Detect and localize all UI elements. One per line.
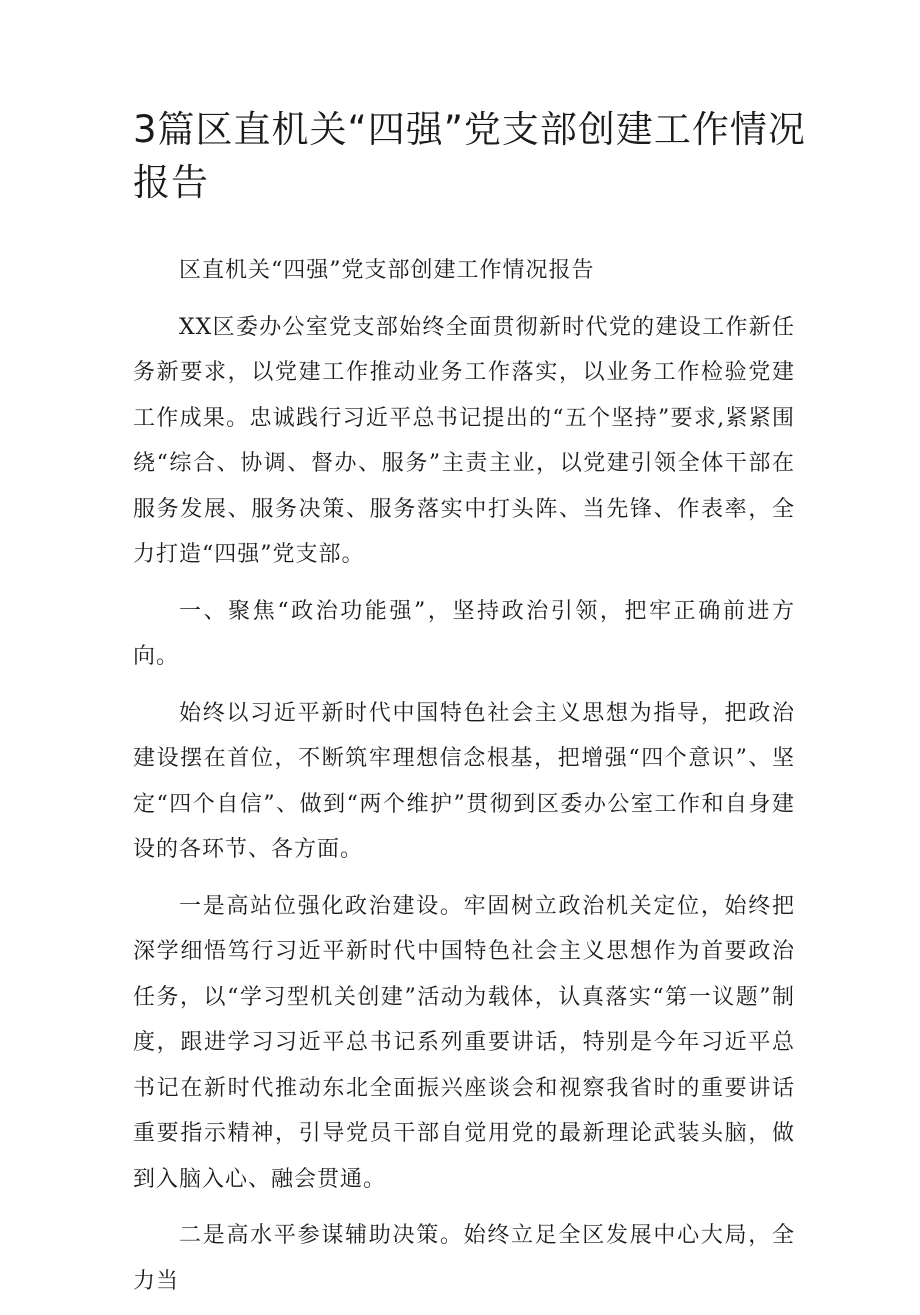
paragraph-subtitle: 区直机关“四强”党支部创建工作情况报告	[179, 258, 595, 283]
paragraph-section-heading: 一、聚焦“政治功能强”，坚持政治引领，把牢正确前进方向。	[133, 598, 795, 669]
paragraph-section-body: 始终以习近平新时代中国特色社会主义思想为指导，把政治建设摆在首位，不断筑牢理想信念根基，把增强“四个意识”、坚定“四个自信”、做到“两个维护”贯彻到区委办公室工作和自身建设的各环节、各方面。	[133, 700, 795, 862]
paragraph-point-two: 二是高水平参谋辅助决策。始终立足全区发展中心大局，全力当	[133, 1223, 795, 1294]
paragraph-intro: XX区委办公室党支部始终全面贯彻新时代党的建设工作新任务新要求，以党建工作推动业务工作落实，以业务工作检验党建工作成果。忠诚践行习近平总书记提出的“五个坚持”要求,紧紧围绕“综合、协调、督办、服务”主责主业，以党建引领全体干部在服务发展、服务决策、服务落实中打头阵、当先锋、作表率，全力打造“四强”党支部。	[133, 314, 795, 567]
document-body	[133, 248, 795, 1315]
paragraph-point-one: 一是高站位强化政治建设。牢固树立政治机关定位，始终把深学细悟笃行习近平新时代中国特色社会主义思想作为首要政治任务，以“学习型机关创建”活动为载体，认真落实“第一议题”制度，跟进学习习近平总书记系列重要讲话，特别是今年习近平总书记在新时代推动东北全面振兴座谈会和视察我省时的重要讲话重要指示精神，引导党员干部自觉用党的最新理论武装头脑，做到入脑入心、融会贯通。	[133, 893, 795, 1192]
document-title: 3篇区直机关“四强”党支部创建工作情况报告	[133, 108, 806, 204]
